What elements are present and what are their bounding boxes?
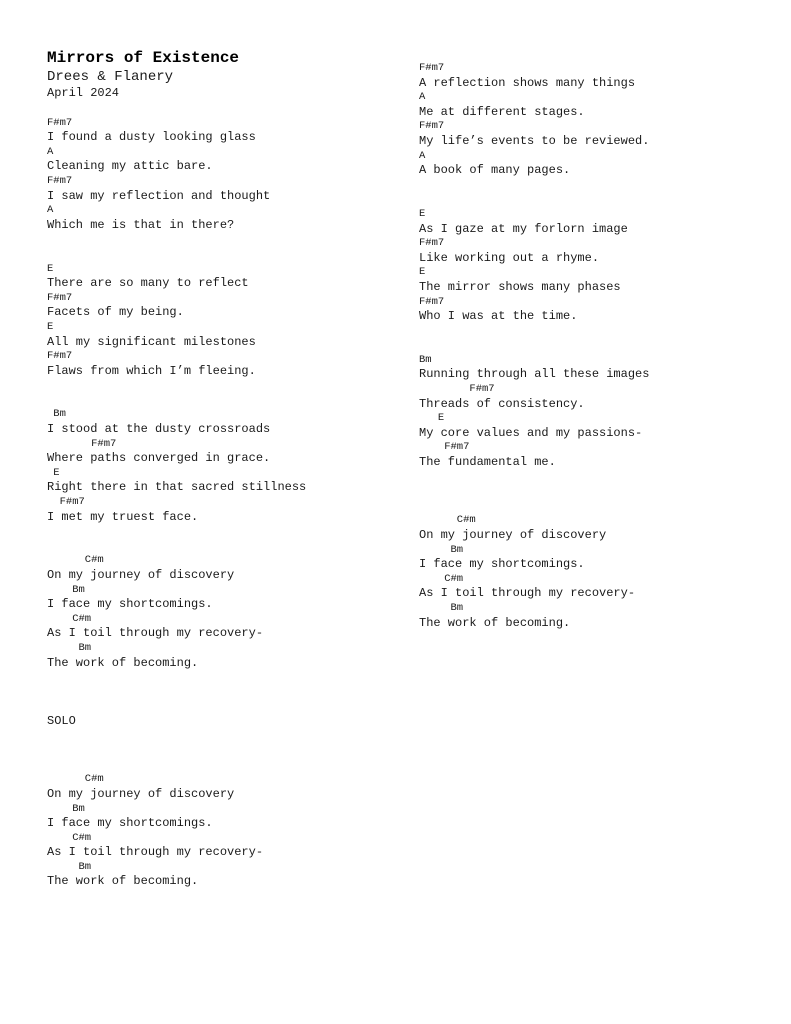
chord-line: C#m <box>47 773 104 786</box>
blank-line <box>419 499 779 514</box>
blank-line <box>47 101 397 116</box>
lyric-line: I face my shortcomings. <box>419 557 585 572</box>
blank-line <box>419 192 779 207</box>
chord-line: E <box>419 207 426 220</box>
chord-line: F#m7 <box>419 62 445 74</box>
blank-line <box>419 178 779 193</box>
lyric-line: All my significant milestones <box>47 334 256 349</box>
chord-line: F#m7 <box>419 237 445 250</box>
lyric-line: As I toil through my recovery- <box>419 586 636 601</box>
lyric-line: A reflection shows many things <box>419 75 636 90</box>
lyric-line: As I toil through my recovery- <box>47 626 264 641</box>
lyric-line: As I toil through my recovery- <box>47 845 264 860</box>
chord-line: Bm <box>419 353 432 366</box>
chord-line: E <box>419 412 445 425</box>
chord-line: F#m7 <box>47 350 73 363</box>
chord-line: F#m7 <box>419 383 495 396</box>
chord-line: C#m <box>419 572 464 585</box>
chord-line: F#m7 <box>419 441 470 454</box>
lyric-line: On my journey of discovery <box>419 528 607 542</box>
chord-line: Bm <box>47 860 92 873</box>
blank-line <box>47 524 397 539</box>
lyric-line: The work of becoming. <box>419 615 571 630</box>
lyric-line: A book of many pages. <box>419 163 571 178</box>
left-column <box>47 48 397 889</box>
chord-line: F#m7 <box>47 174 73 187</box>
chord-line: E <box>419 266 426 279</box>
blank-line <box>419 324 779 339</box>
lyric-line: SOLO <box>47 713 76 728</box>
lyric-line: I face my shortcomings. <box>47 816 213 831</box>
lyric-line: Where paths converged in grace. <box>47 451 271 466</box>
blank-line <box>47 699 397 714</box>
lyric-line: The mirror shows many phases <box>419 279 621 294</box>
lyric-line: My life’s events to be reviewed. <box>419 133 650 148</box>
chord-line: Bm <box>419 601 464 614</box>
blank-line <box>47 729 397 744</box>
blank-line <box>419 484 779 499</box>
chord-line: A <box>419 149 426 162</box>
chord-line: A <box>419 91 426 104</box>
lyric-line: I stood at the dusty crossroads <box>47 422 271 437</box>
blank-line <box>47 378 397 393</box>
lyric-line: I saw my reflection and thought <box>47 188 271 203</box>
blank-line <box>47 685 397 700</box>
lyric-line: Who I was at the time. <box>419 309 578 324</box>
lyric-line: My core values and my passions- <box>419 425 643 440</box>
chord-line: A <box>47 145 54 158</box>
chord-line: Bm <box>47 408 66 421</box>
lyric-line: Me at different stages. <box>419 104 585 119</box>
lyric-line: The fundamental me. <box>419 455 556 470</box>
right-column <box>419 61 779 630</box>
blank-line <box>47 743 397 758</box>
lyric-line: On my journey of discovery <box>47 568 235 582</box>
lyric-line: As I gaze at my forlorn image <box>419 221 628 236</box>
chord-line: C#m <box>419 514 476 527</box>
lyric-line: Threads of consistency. <box>419 396 585 411</box>
chord-line: E <box>47 320 54 333</box>
lyric-line: I face my shortcomings. <box>47 597 213 612</box>
chord-line: F#m7 <box>47 291 73 304</box>
blank-line <box>419 470 779 485</box>
chord-line: C#m <box>47 612 92 625</box>
lyric-line: Flaws from which I’m fleeing. <box>47 363 256 378</box>
lyric-line: Like working out a rhyme. <box>419 250 600 265</box>
chord-line: A <box>47 204 54 217</box>
lyric-line: I found a dusty looking glass <box>47 130 256 145</box>
chord-line: Bm <box>47 583 85 596</box>
lyric-line: Which me is that in there? <box>47 217 235 232</box>
chord-line: F#m7 <box>419 120 445 133</box>
lyric-line: Facets of my being. <box>47 305 184 320</box>
chord-line: E <box>47 466 60 479</box>
lyric-line: On my journey of discovery <box>47 786 235 801</box>
song-title: Mirrors of Existence <box>47 49 240 67</box>
blank-line <box>47 670 397 685</box>
left-lyric-lines <box>47 101 397 889</box>
blank-line <box>419 338 779 353</box>
chord-line: Bm <box>47 802 85 815</box>
blank-line <box>47 247 397 262</box>
chord-line: E <box>47 262 54 275</box>
chord-line: F#m7 <box>47 496 85 509</box>
lyric-line: I met my truest face. <box>47 509 199 524</box>
lyric-line: The work of becoming. <box>47 874 199 889</box>
chord-line: F#m7 <box>419 295 445 308</box>
lyric-line: Cleaning my attic bare. <box>47 159 213 174</box>
song-date: April 2024 <box>47 86 120 100</box>
chord-line: Bm <box>419 543 464 556</box>
chord-line: C#m <box>47 831 92 844</box>
chord-line: C#m <box>47 554 104 567</box>
blank-line <box>47 393 397 408</box>
lyric-line: Right there in that sacred stillness <box>47 480 307 495</box>
song-authors: Drees & Flanery <box>47 69 174 85</box>
right-lyric-lines <box>419 61 779 630</box>
chord-line: Bm <box>47 641 92 654</box>
blank-line <box>47 539 397 554</box>
lyric-line: The work of becoming. <box>47 655 199 670</box>
lyric-line: Running through all these images <box>419 367 650 382</box>
blank-line <box>47 758 397 773</box>
blank-line <box>47 232 397 247</box>
chord-line: F#m7 <box>47 116 73 129</box>
lyric-line: There are so many to reflect <box>47 276 249 291</box>
chord-line: F#m7 <box>47 437 117 450</box>
